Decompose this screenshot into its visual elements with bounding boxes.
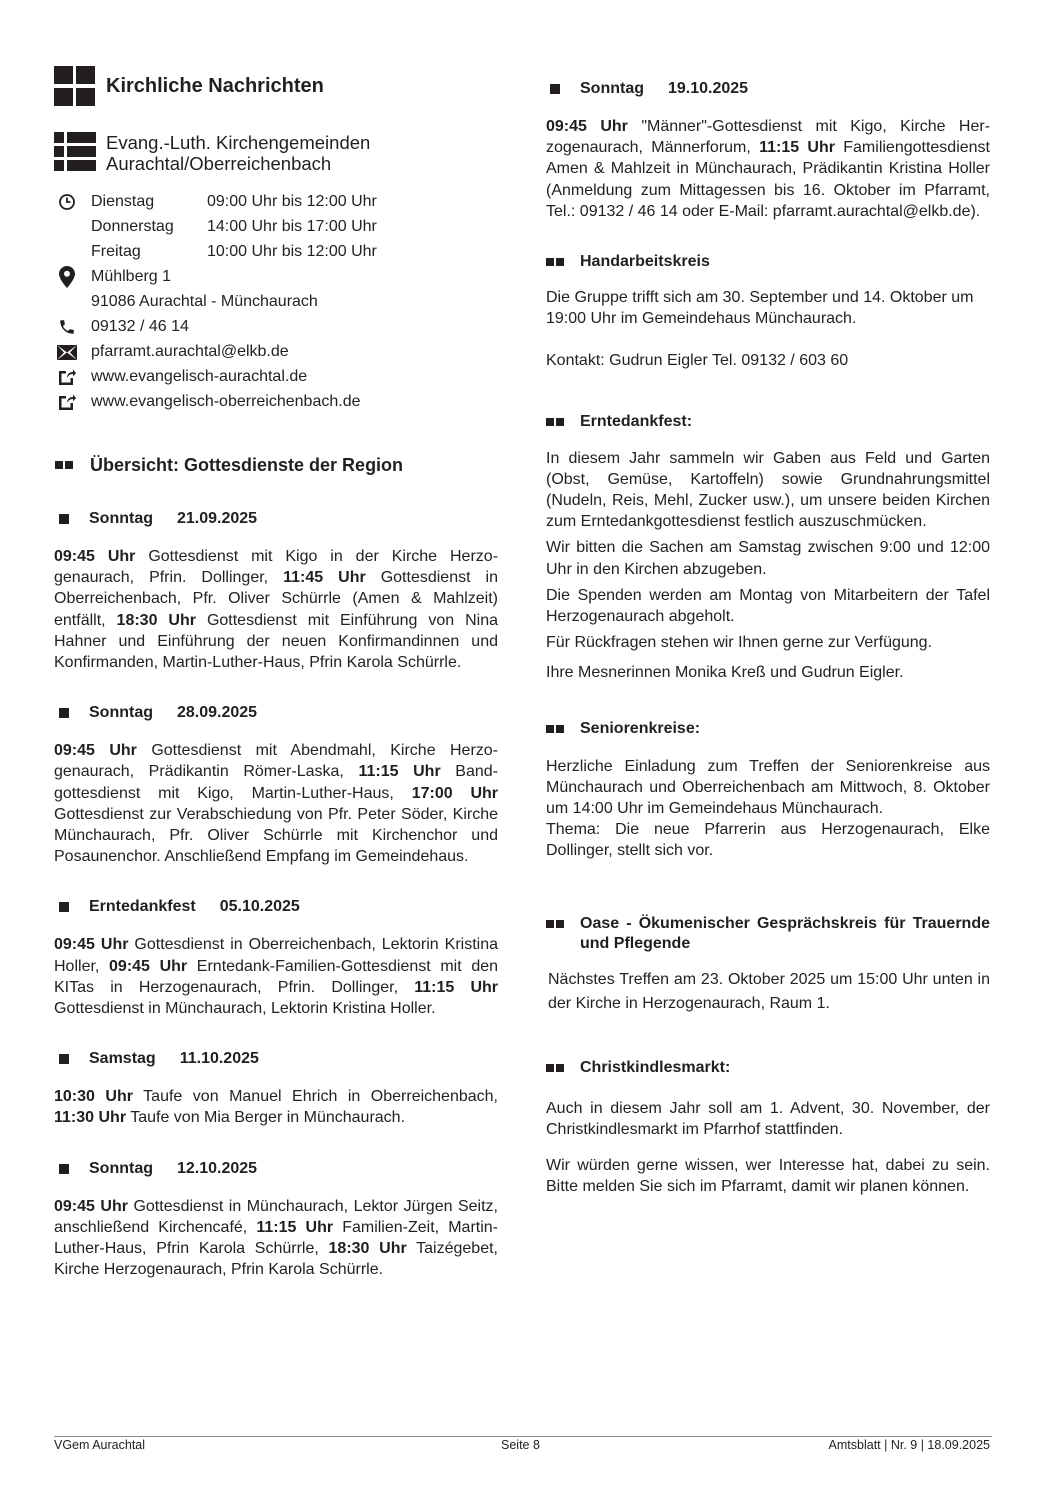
phone-number: 09132 / 46 14 [91, 318, 189, 335]
section-text: Nächstes Treffen am 23. Oktober 2025 um 15:00 Uhr unten in der Kirche in Herzogenaurach, Raum 1. [548, 970, 990, 1012]
footer-right: Amtsblatt | Nr. 9 | 18.09.2025 [828, 1438, 990, 1452]
day-schedule [54, 546, 498, 673]
event-text: Familien-Zeit, Martin-Luther-Haus, Pfrin Karola Schürrle, [54, 1218, 499, 1258]
time: 09:45 Uhr [54, 936, 129, 954]
external-link-icon [56, 391, 78, 413]
time: 09:45 Uhr [546, 118, 628, 135]
website-row [56, 391, 498, 416]
website-row [56, 366, 498, 391]
day-heading [56, 1159, 498, 1179]
day-heading [56, 897, 498, 917]
time: 09:45 Uhr [54, 548, 136, 565]
double-square-icon [55, 461, 73, 469]
event-text: Gottesdienst zur Verabschiedung von Pfr. Peter Söder, Kirche Münchaurach, Pfr. Oliver Schürrle mit Kirchenchor und Posaunenchor. Anschließend Empfang im Gemeindehaus. [54, 805, 498, 866]
day-name: Sonntag [89, 1159, 153, 1177]
square-bullet-icon [59, 708, 69, 718]
event-text: Gottesdienst in Münchaurach, Lektor Jürgen Seitz, anschließend Kirchencafé, [54, 1197, 498, 1236]
mail-icon [56, 341, 78, 363]
time: 11:15 Uhr [358, 763, 441, 781]
day-heading [56, 509, 498, 529]
double-square-icon [546, 418, 564, 426]
right-column [546, 0, 990, 1197]
address-city: 91086 Aurachtal - Münchaurach [91, 293, 318, 310]
time: 09:45 Uhr [54, 1197, 128, 1215]
double-square-icon [546, 258, 564, 266]
day-date: 12.10.2025 [177, 1159, 258, 1177]
parish-title-line2: Aurachtal/Oberreichenbach [106, 153, 332, 174]
day-date: 11.10.2025 [179, 1050, 259, 1068]
section-title: Oase - Ökumenischer Gesprächskreis für Trauernde und Pflegende [580, 914, 990, 952]
day-date: 28.09.2025 [177, 704, 258, 722]
overview-heading [55, 454, 498, 476]
section-text: Wir bitten die Sachen am Samstag zwischen 9:00 und 12:00 Uhr in den Kirchen abzugeben. [546, 539, 990, 578]
day-name: Samstag [89, 1050, 156, 1068]
day-name: Sonntag [89, 510, 153, 527]
contact-block [56, 191, 498, 416]
day-name: Sonntag [89, 704, 153, 722]
section-text: Für Rückfragen stehen wir Ihnen gerne zur Verfügung. [546, 634, 932, 652]
section-text: Die Gruppe trifft sich am 30. September und 14. Oktober um 19:00 Uhr im Gemeindehaus Münchaurach. [546, 289, 974, 328]
footer-divider [54, 1436, 992, 1437]
event-text: "Männer"-Gottesdienst mit Kigo, Kirche Herzogenaurach, Männerforum, [546, 118, 991, 157]
address-row [56, 291, 498, 316]
double-square-icon [546, 1064, 564, 1072]
day-date: 05.10.2025 [219, 898, 300, 916]
event-text: Familiengottesdienst Amen & Mahlzeit in Münchaurach, Prädikantin Kristina Holler (Anmeldung zum Mittagessen bis 16. Oktober im Pfarramt, Tel.: 09132 / 46 14 oder E-Mail: pfarramt.aurachtal@elkb.de). [546, 139, 990, 220]
event-text: Taufe von Manuel Ehrich in Oberreichenbach, [132, 1088, 498, 1106]
location-pin-icon [56, 266, 78, 288]
time: 17:00 Uhr [411, 784, 498, 802]
phone-icon [56, 316, 78, 338]
section-title: Erntedankfest: [580, 412, 693, 430]
day-schedule [54, 934, 498, 1019]
time: 09:45 Uhr [54, 742, 137, 760]
section-text: Die Spenden werden am Montag von Mitarbeitern der Tafel Herzogenaurach abgeholt. [546, 586, 990, 626]
time: 11:45 Uhr [283, 569, 366, 587]
event-text: Taufe von Mia Berger in Münchaurach. [126, 1109, 406, 1127]
section-heading-senioren [546, 719, 990, 739]
event-text: Bandgottesdienst mit Kigo, Martin-Luther-Haus, [54, 763, 499, 802]
hours-row [56, 241, 498, 266]
address-row [56, 266, 498, 291]
event-text: Gottesdienst in Münchaurach, Lektorin Kristina Holler. [54, 1000, 436, 1018]
email-link[interactable]: pfarramt.aurachtal@elkb.de [91, 343, 289, 360]
square-bullet-icon [59, 514, 69, 524]
double-square-icon [546, 920, 564, 928]
day-schedule [54, 1196, 498, 1281]
day-date: 19.10.2025 [668, 80, 749, 97]
section-heading-oase [546, 914, 990, 954]
parish-header [54, 132, 498, 174]
phone-row [56, 316, 498, 341]
day-schedule [54, 1086, 498, 1128]
event-text: Gottesdienst mit Einführung von Nina Hahner und Einführung der neuen Konfirmandinnen und Konfirmanden, Martin-Luther-Haus, Pfrin Karola Schürrle. [54, 611, 499, 672]
double-square-icon [546, 725, 564, 733]
main-header [54, 66, 498, 107]
square-bullet-icon [59, 902, 69, 912]
parish-title-line1: Evang.-Luth. Kirchengemeinden [106, 132, 371, 153]
clock-icon [56, 191, 78, 213]
hours-time: 14:00 Uhr bis 17:00 Uhr [207, 218, 377, 235]
website-link[interactable]: www.evangelisch-oberreichenbach.de [91, 393, 361, 410]
list-icon [54, 132, 96, 173]
section-heading-handarbeit [546, 252, 990, 272]
hours-day: Dienstag [91, 193, 155, 210]
section-title: Christkindlesmarkt: [580, 1058, 731, 1076]
overview-heading-text: Übersicht: Gottesdienste der Region [90, 455, 404, 475]
section-text: Auch in diesem Jahr soll am 1. Advent, 30. November, der Christkindlesmarkt im Pfarrhof stattfinden. [546, 1099, 990, 1138]
section-text: Wir würden gerne wissen, wer Interesse hat, dabei zu sein. Bitte melden Sie sich im Pfarramt, damit wir planen können. [546, 1157, 990, 1196]
day-name: Erntedankfest [89, 898, 196, 916]
event-text: Gottesdienst in Oberreichenbach, Pfr. Oliver Schürrle (Amen & Mahlzeit) entfällt, [54, 569, 498, 629]
day-schedule [54, 740, 498, 867]
time: 11:15 Uhr [759, 139, 835, 157]
day-heading [56, 703, 498, 723]
event-text: Gottesdienst mit Abendmahl, Kirche Herzogenaurach, Prädikantin Römer-Laska, [54, 742, 499, 781]
time: 10:30 Uhr [54, 1088, 133, 1106]
page-title: Kirchliche Nachrichten [106, 75, 324, 97]
square-bullet-icon [59, 1164, 69, 1174]
section-heading-erntedank [546, 412, 990, 432]
parish-title [106, 132, 370, 174]
section-title: Seniorenkreise: [580, 719, 701, 737]
time: 18:30 Uhr [116, 611, 196, 629]
day-heading [547, 79, 990, 99]
time: 09:45 Uhr [109, 957, 188, 975]
hours-day: Donnerstag [91, 218, 174, 235]
section-text: Ihre Mesnerinnen Monika Kreß und Gudrun Eigler. [546, 664, 904, 682]
footer-left: VGem Aurachtal [54, 1438, 146, 1452]
address-street: Mühlberg 1 [91, 268, 172, 285]
event-text: Gottesdienst in Oberreichenbach, Lektorin Kristina Holler, [54, 936, 499, 975]
time: 18:30 Uhr [328, 1240, 407, 1258]
website-link[interactable]: www.evangelisch-aurachtal.de [91, 368, 308, 385]
event-text: Erntedank-Familien-Gottesdienst mit den KITas in Herzogenaurach, Pfrin. Dollinger, [54, 957, 499, 996]
square-bullet-icon [550, 84, 560, 94]
hours-time: 10:00 Uhr bis 12:00 Uhr [207, 243, 377, 260]
event-text: Taizégebet, Kirche Herzogenaurach, Pfrin Karola Schürrle. [54, 1240, 498, 1279]
grid-squares-icon [54, 66, 96, 107]
time: 11:15 Uhr [414, 978, 499, 996]
hours-row [56, 216, 498, 241]
day-name: Sonntag [580, 80, 644, 97]
time: 11:15 Uhr [256, 1218, 334, 1236]
day-heading [56, 1049, 498, 1069]
left-column [54, 0, 498, 1280]
section-text: In diesem Jahr sammeln wir Gaben aus Feld und Garten (Obst, Gemüse, Kartoffeln) sowie Grundnahrungsmittel (Nudeln, Reis, Mehl, Zucker usw.), um unsere beiden Kirchen zum Erntedankgottesdienst festlich auszuschmücken. [546, 449, 990, 531]
time: 11:30 Uhr [54, 1109, 127, 1127]
day-date: 21.09.2025 [177, 510, 258, 527]
day-schedule [546, 116, 990, 222]
section-heading-christkindl [546, 1058, 990, 1078]
section-text: Thema: Die neue Pfarrerin aus Herzogenaurach, Elke Dollinger, stellt sich vor. [546, 821, 990, 860]
section-text: Kontakt: Gudrun Eigler Tel. 09132 / 603 60 [546, 352, 849, 370]
hours-row [56, 191, 498, 216]
event-text: Gottesdienst mit Kigo in der Kirche Herzogenaurach, Pfrin. Dollinger, [54, 548, 499, 587]
square-bullet-icon [59, 1054, 69, 1064]
external-link-icon [56, 366, 78, 388]
email-row [56, 341, 498, 366]
hours-time: 09:00 Uhr bis 12:00 Uhr [207, 193, 377, 210]
section-title: Handarbeitskreis [580, 253, 710, 271]
section-text: Herzliche Einladung zum Treffen der Seniorenkreise aus Münchaurach und Oberreichenbach am Mittwoch, 8. Oktober um 14:00 Uhr im Gemeindehaus Münchaurach. [546, 757, 990, 818]
footer-page-number: Seite 8 [501, 1438, 540, 1452]
hours-day: Freitag [91, 243, 141, 260]
